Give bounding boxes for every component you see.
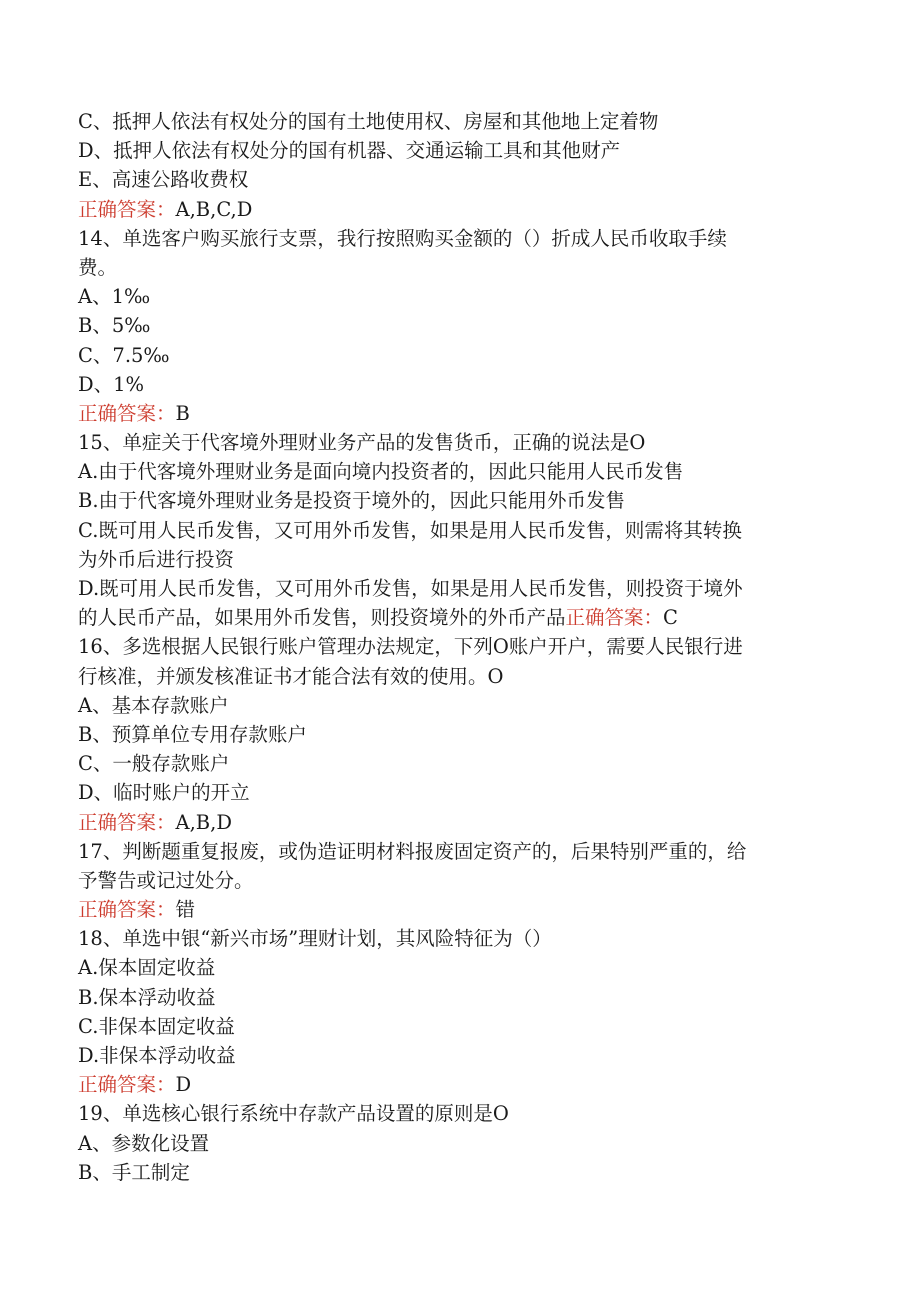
answer-label: 正确答案： [78, 197, 176, 221]
option-line [78, 720, 838, 749]
document-page [78, 107, 838, 1187]
line-text: D.非保本浮动收益 [78, 1044, 236, 1067]
answer-line [78, 399, 838, 428]
line-text: 18、单选中银“新兴市场”理财计划，其风险特征为（） [78, 927, 552, 951]
answer-label: 正确答案： [78, 1073, 176, 1097]
line-text: A、1‰ [78, 285, 151, 309]
option-line [78, 953, 838, 982]
option-line [78, 1129, 838, 1158]
question-line [78, 428, 838, 457]
answer-label: 正确答案： [78, 898, 176, 922]
question-line [78, 632, 838, 661]
option-line [78, 370, 838, 399]
option-answer-line [78, 603, 838, 632]
line-text: D、临时账户的开立 [78, 781, 250, 805]
line-text: 19、单选核心银行系统中存款产品设置的原则是O [78, 1102, 509, 1126]
option-line [78, 341, 838, 370]
option-line [78, 516, 838, 545]
line-text: B.保本浮动收益 [78, 985, 216, 1009]
option-line [78, 545, 838, 574]
answer-line [78, 808, 838, 837]
line-text: C、一般存款账户 [78, 752, 230, 776]
line-text: 的人民币产品，如果用外币发售，则投资境外的外币产品 [78, 606, 566, 630]
line-text: A、基本存款账户 [78, 693, 229, 717]
option-line [78, 282, 838, 311]
line-text: C、抵押人依法有权处分的国有土地使用权、房屋和其他地上定着物 [78, 110, 659, 133]
option-line [78, 1158, 838, 1187]
line-text: 15、单症关于代客境外理财业务产品的发售货币，正确的说法是O [78, 431, 646, 455]
question-line [78, 253, 838, 282]
line-text: D.既可用人民币发售，又可用外币发售，如果是用人民币发售，则投资于境外 [78, 577, 743, 600]
answer-line [78, 895, 838, 924]
option-line [78, 107, 838, 136]
option-line [78, 749, 838, 778]
option-line [78, 1012, 838, 1041]
answer-value: A,B,D [175, 810, 232, 834]
line-text: A.由于代客境外理财业务是面向境内投资者的，因此只能用人民币发售 [78, 460, 684, 484]
line-text: B、5‰ [78, 314, 151, 338]
option-line [78, 486, 838, 515]
line-text: 为外币后进行投资 [78, 547, 235, 571]
question-line [78, 224, 838, 253]
answer-value: B [175, 401, 190, 425]
line-text: D、抵押人依法有权处分的国有机器、交通运输工具和其他财产 [78, 139, 621, 163]
line-text: D、1% [78, 372, 145, 396]
question-line [78, 924, 838, 953]
option-line [78, 574, 838, 603]
option-line [78, 983, 838, 1012]
line-text: 14、单选客户购买旅行支票，我行按照购买金额的（）折成人民币收取手续 [78, 226, 727, 250]
answer-value: 错 [175, 898, 196, 922]
line-text: 行核准，并颁发核准证书才能合法有效的使用。O [78, 664, 504, 688]
option-line [78, 165, 838, 194]
question-line [78, 1099, 838, 1128]
line-text: B、预算单位专用存款账户 [78, 722, 307, 746]
line-text: 17、判断题重复报废，或伪造证明材料报废固定资产的，后果特别严重的，给 [78, 839, 747, 863]
line-text: A、参数化设置 [78, 1131, 210, 1155]
line-text: B、手工制定 [78, 1160, 190, 1184]
question-line [78, 662, 838, 691]
answer-value: A,B,C,D [175, 197, 253, 221]
answer-label: 正确答案： [78, 810, 176, 834]
option-line [78, 691, 838, 720]
option-line [78, 311, 838, 340]
answer-value: D [175, 1073, 192, 1097]
line-text: E、高速公路收费权 [78, 168, 249, 192]
option-line [78, 136, 838, 165]
line-text: 16、多选根据人民银行账户管理办法规定，下列O账户开户，需要人民银行进 [78, 635, 743, 659]
line-text: 费。 [78, 255, 118, 279]
answer-value: C [663, 606, 678, 630]
line-text: 予警告或记过处分。 [78, 868, 254, 892]
question-line [78, 837, 838, 866]
line-text: B.由于代客境外理财业务是投资于境外的，因此只能用外币发售 [78, 489, 626, 513]
option-line [78, 778, 838, 807]
line-text: C、7.5‰ [78, 343, 170, 367]
line-text: C.非保本固定收益 [78, 1014, 235, 1038]
question-line [78, 866, 838, 895]
answer-label: 正确答案： [78, 401, 176, 425]
line-text: C.既可用人民币发售，又可用外币发售，如果是用人民币发售，则需将其转换 [78, 518, 742, 542]
answer-label: 正确答案： [565, 606, 664, 630]
option-line [78, 1041, 838, 1070]
answer-line [78, 1070, 838, 1099]
option-line [78, 457, 838, 486]
answer-line [78, 195, 838, 224]
line-text: A.保本固定收益 [78, 956, 216, 980]
